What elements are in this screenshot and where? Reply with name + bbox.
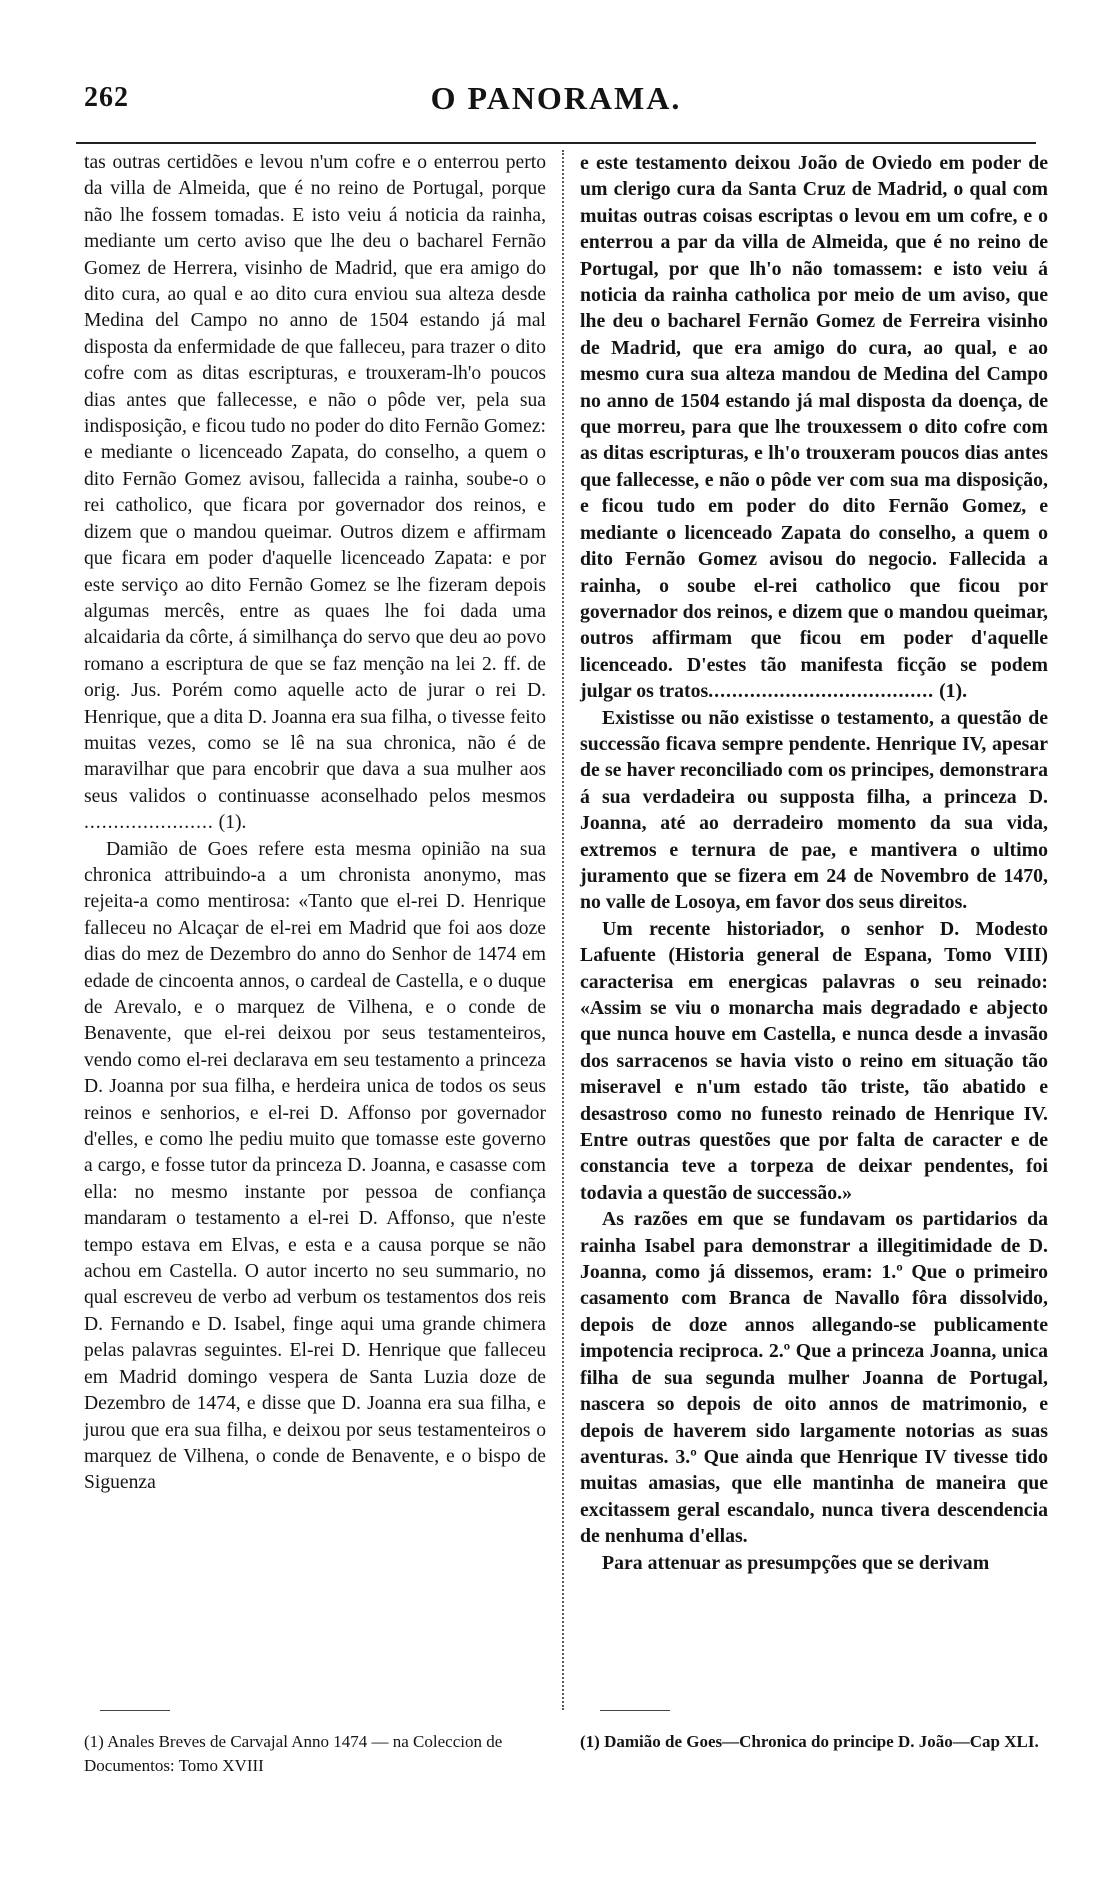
right-paragraph-1-text: e este testamento deixou João de Oviedo em poder de um clerigo cura da Santa Cruz de Madrid, o qual com muitas outras coisas escriptas o levou em um cofre, e o enterrou a par da villa de Almeida, que é no reino de Portugal, por que lh'o não tomassem: e isto veiu á noticia da rainha catholica por meio de um aviso, que lhe deu o bacharel Fernão Gomez de Ferreira visinho de Madrid, que era amigo do cura, ao qual, e ao mesmo cura sua alteza mandou de Medina del Campo no anno de 1504 estando já mal disposta da doença, de que morreu, para que lhe trouxessem o dito cofre com as ditas escripturas, e lh'o trouxeram poucos dias antes que fallecesse, e não o pôde ver com sua ma disposição, e ficou tudo em poder do dito Fernão Gomez, e mediante o licenceado Zapata do conselho, a quem o dito Fernão Gomez avisou do negocio. Fallecida a rainha, o soube el-rei catholico que ficou por governador dos reinos, e dizem que o mandou queimar, outros affirmam que ficou em poder d'aquelle licenceado. D'estes tão manifesta ficção se podem julgar os tratos [580,152,1048,703]
left-footnote-ref: (1). [213,812,247,834]
left-column [84,150,546,1497]
right-footnote: (1) Damião de Goes—Chronica do principe D. João—Cap XLI. [580,1732,1039,1751]
right-column [580,150,1048,1576]
left-dot-leader: ...................... [84,812,214,834]
right-paragraph-1 [580,150,1048,705]
left-footnote-rule [100,1710,170,1711]
left-paragraph-2: Damião de Goes refere esta mesma opinião na sua chronica attribuindo-a a um chronista anonymo, mas rejeita-a como mentirosa: «Tanto que el-rei D. Henrique falleceu no Alcaçar de el-rei em Madrid que foi aos doze dias do mez de Dezembro do anno do Senhor de 1474 em edade de cincoenta annos, o cardeal de Castella, e o duque de Arevalo, e o marquez de Vilhena, e o conde de Benavente, que el-rei deixou por seus testamenteiros, vendo como el-rei declarava em seu testamento a princeza D. Joanna por sua filha, e herdeira unica de todos os seus reinos e senhorios, e el-rei D. Affonso por governador d'elles, e como lhe pediu muito que tomasse este governo a cargo, e fosse tutor da princeza D. Joanna, e casasse com ella: no mesmo instante por pessoa de confiança mandaram o testamento a el-rei D. Affonso, que n'este tempo estava em Elvas, e esta e a causa porque se não achou em Castella. O autor incerto no seu summario, no qual escreveu de verbo ad verbum os testamentos dos reis D. Fernando e D. Isabel, finge aqui uma grande chimera pelas palavras seguintes. El-rei D. Henrique que falleceu em Madrid domingo vespera de Santa Luzia doze de Dezembro de 1474, e disse que D. Joanna era sua filha, e jurou que era sua filha, e deixou por seus testamenteiros o marquez de Vilhena, o conde de Benavente, e o bispo de Siguenza [84,838,546,1494]
right-footnote-ref: (1). [934,680,968,703]
page-number: 262 [84,82,129,113]
right-paragraph-5: Para attenuar as presumpções que se derivam [602,1551,990,1574]
column-divider [562,150,564,1710]
right-paragraph-2: Existisse ou não existisse o testamento, a questão de successão ficava sempre pendente. Henrique IV, apesar de se haver reconciliado com os principes, demonstrara á sua verdadeira ou supposta filha, a princeza D. Joanna, até ao derradeiro momento da sua vida, extremos e ternura de pae, e mantivera o ultimo juramento que se fizera em 24 de Novembro de 1470, no valle de Losoya, em favor dos seus direitos. [580,706,1048,914]
header-rule [76,142,1036,144]
right-paragraph-3: Um recente historiador, o senhor D. Modesto Lafuente (Historia general de Espana, Tomo VIII) caracterisa em energicas palavras o seu reinado: «Assim se viu o monarcha mais degradado e abjecto que nunca houve em Castella, e nunca desde a invasão dos sarracenos se havia visto o reino em situação tão miseravel e n'um estado tão triste, tão abatido e desastroso como no funesto reinado de Henrique IV. Entre outras questões que por falta de caracter e de constancia teve a torpeza de deixar pendentes, foi todavia a questão de successão.» [580,917,1048,1204]
left-paragraph-1-text: tas outras certidões e levou n'um cofre e o enterrou perto da villa de Almeida, que é no reino de Portugal, porque não lhe fossem tomadas. E isto veiu á noticia da rainha, mediante um certo aviso que lhe deu o bacharel Fernão Gomez de Herrera, visinho de Madrid, que era amigo do dito cura, ao qual e ao dito cura enviou sua alteza desde Medina del Campo no anno de 1504 estando já mal disposta da enfermidade de que falleceu, para trazer o dito cofre com as ditas escripturas, e trouxeram-lh'o poucos dias antes que fallecesse, e não o pôde ver, pela sua indisposição, e ficou tudo no poder do dito Fernão Gomez: e mediante o licenceado Zapata, do conselho, a quem o dito Fernão Gomez avisou, fallecida a rainha, soube-o o rei catholico, que ficara por governador dos reinos, e dizem que o mandou queimar. Outros dizem e affirmam que ficara em poder d'aquelle licenceado Zapata: e por este serviço ao dito Fernão Gomez se lhe fizeram depois algumas mercês, entre as quaes lhe foi dada uma alcaidaria da côrte, á similhança do servo que deu ao povo romano a escriptura de que se faz menção na lei 2. ff. de orig. Jus. Porém como aquelle acto de jurar o rei D. Henrique, que a dita D. Joanna era sua filha, o tivesse feito muitas vezes, como se lê na sua chronica, não é de maravilhar que para encobrir que dava a sua mulher aos seus validos o continuasse aconselhado pelos mesmos [84,152,546,807]
left-paragraph-1 [84,150,546,837]
running-head [76,80,1036,130]
publication-title: O PANORAMA. [430,80,682,116]
right-paragraph-4: As razões em que se fundavam os partidarios da rainha Isabel para demonstrar a illegitimidade de D. Joanna, como já dissemos, eram: 1.º Que o primeiro casamento com Branca de Navallo fôra dissolvido, depois de doze annos allegando-se publicamente impotencia reciproca. 2.º Que a princeza Joanna, unica filha de sua segunda mulher Joanna de Portugal, nascera so depois de oito annos de matrimonio, e depois de haverem sido largamente notorias as suas aventuras. 3.º Que ainda que Henrique IV tivesse tido muitas amasias, que elle mantinha de maneira que excitassem geral escandalo, nunca tivera descendencia de nenhuma d'ellas. [580,1208,1048,1548]
right-footnote-rule [600,1710,670,1711]
left-footnote: (1) Anales Breves de Carvajal Anno 1474 — na Coleccion de Documentos: Tomo XVIII [84,1732,503,1775]
right-dot-leader: ...................................... [708,680,935,703]
